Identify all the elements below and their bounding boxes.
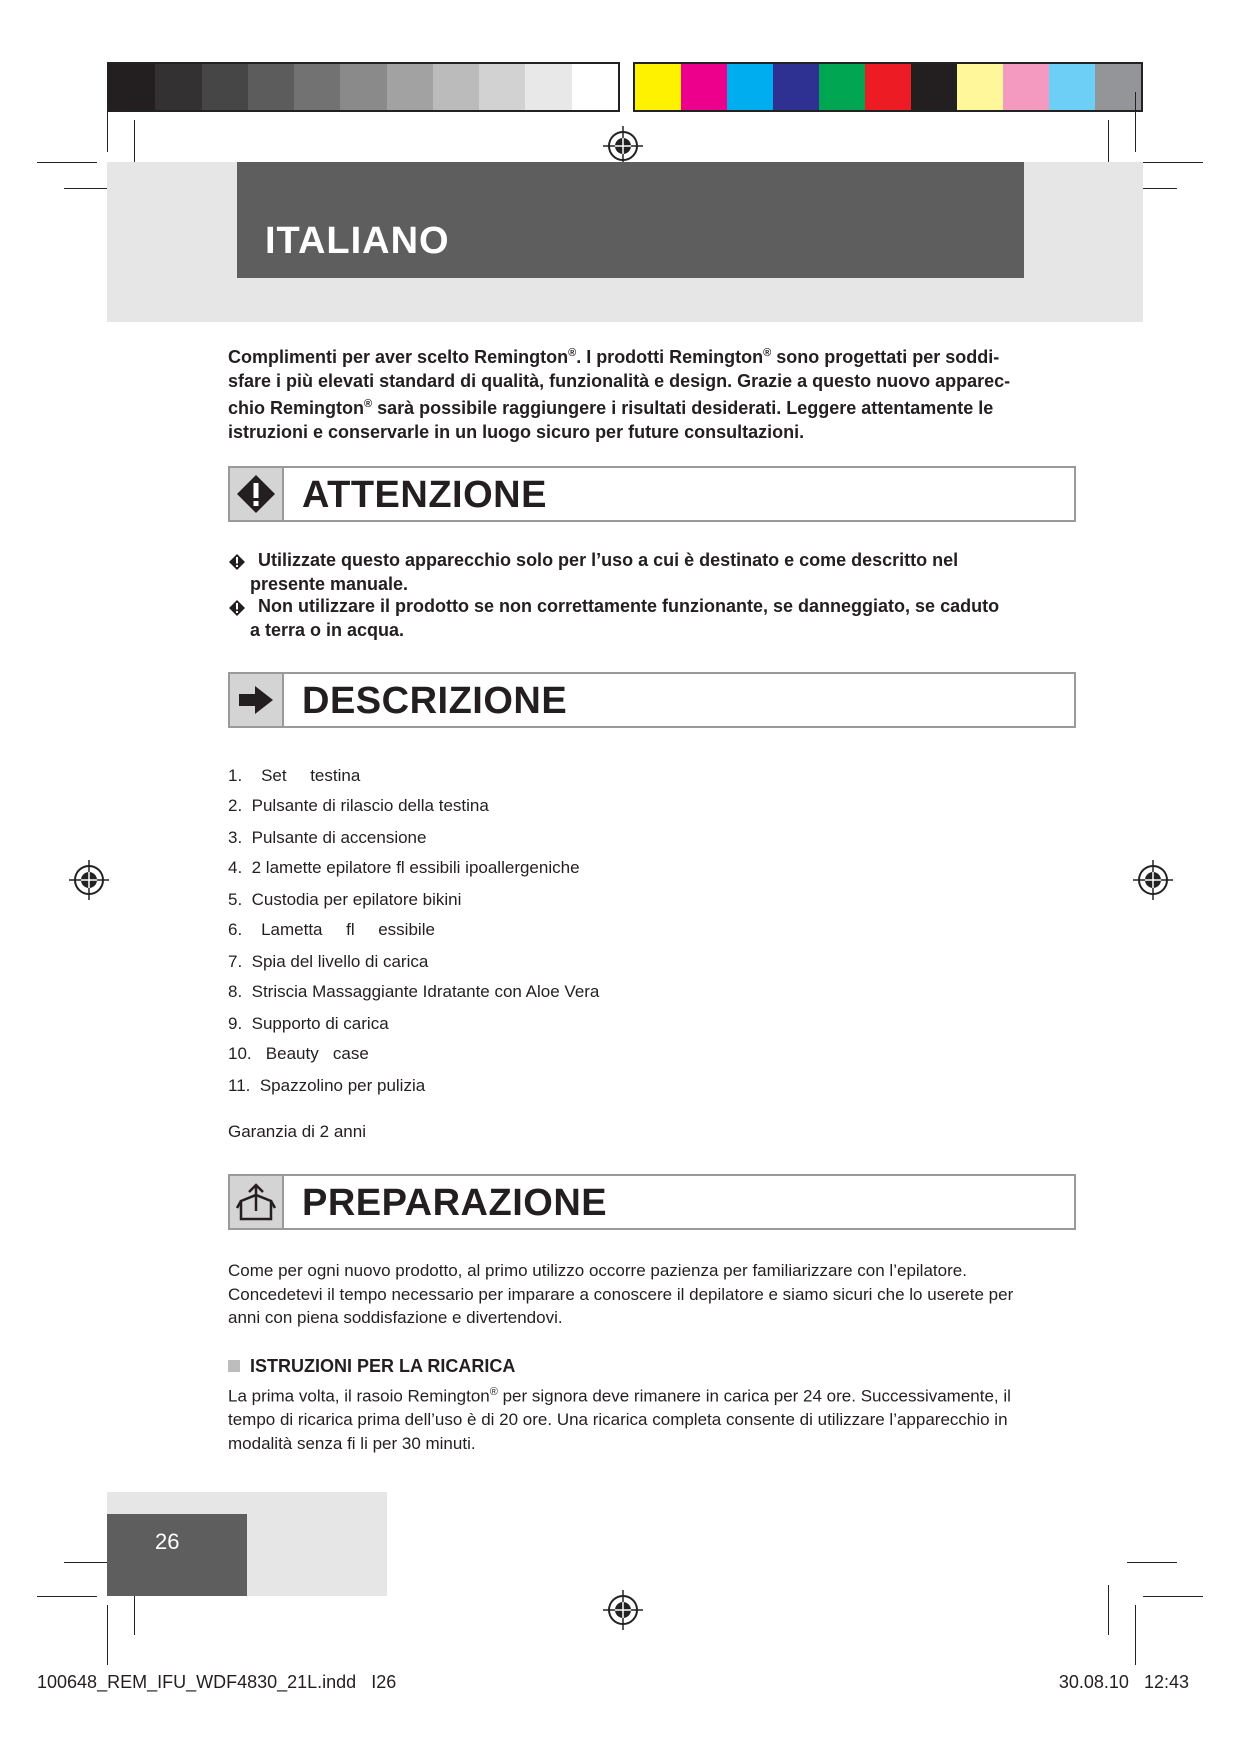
slug-filename: 100648_REM_IFU_WDF4830_21L.indd I26: [37, 1672, 397, 1692]
color-swatch: [202, 64, 248, 110]
registration-mark-icon: [603, 126, 643, 166]
crop-mark: [1108, 1585, 1109, 1635]
color-swatch: [294, 64, 340, 110]
crop-mark: [37, 1596, 97, 1597]
color-swatch: [681, 64, 727, 110]
crop-mark: [1143, 1596, 1203, 1597]
list-item: 9. Supporto di carica: [228, 1014, 389, 1033]
crop-mark: [1143, 162, 1203, 163]
crop-mark: [107, 1605, 108, 1665]
warning-bullet-icon: [228, 599, 246, 617]
color-swatch: [479, 64, 525, 110]
registration-mark-icon: [1133, 860, 1173, 900]
square-bullet-icon: [228, 1360, 240, 1372]
crop-mark: [107, 92, 108, 152]
section-header-preparazione: [228, 1174, 1076, 1230]
registration-mark-icon: [69, 860, 109, 900]
color-swatch: [635, 64, 681, 110]
crop-mark: [1135, 92, 1136, 152]
intro-paragraph: Complimenti per aver scelto Remington®. I prodotti Remington® sono progettati per soddi- sfare i più elevati standard di qualità, funzionalità e design. Grazie a questo nuovo apparec- chio Remington® sarà possibile raggiungere i risultati desiderati. Leggere attentamente le istruzioni e conservarle in un luogo sicuro per future consultazioni.: [228, 347, 1011, 442]
color-swatch: [433, 64, 479, 110]
list-item: 10. Beauty case: [228, 1044, 369, 1063]
warranty-text: Garanzia di 2 anni: [228, 1122, 366, 1141]
color-swatch: [1049, 64, 1095, 110]
color-swatch: [1003, 64, 1049, 110]
arrow-right-icon: [230, 674, 284, 726]
section-header-descrizione: [228, 672, 1076, 728]
list-item: 3. Pulsante di accensione: [228, 828, 427, 847]
warning-diamond-icon: [230, 468, 284, 520]
color-swatch: [248, 64, 294, 110]
section-title: PREPARAZIONE: [302, 1182, 608, 1224]
color-swatch: [819, 64, 865, 110]
section-title: ATTENZIONE: [302, 474, 547, 516]
color-swatch: [911, 64, 957, 110]
preparation-paragraph: Come per ogni nuovo prodotto, al primo utilizzo occorre pazienza per familiarizzare con l’epilatore. Concedetevi il tempo necessario per imparare a conoscere il depilatore e siamo sicuri che lo userete per anni con piena soddisfazione e divertendovi.: [228, 1261, 1014, 1327]
section-header-attenzione: [228, 466, 1076, 522]
color-swatch: [572, 64, 618, 110]
color-swatch: [340, 64, 386, 110]
color-swatch: [727, 64, 773, 110]
color-swatch: [387, 64, 433, 110]
list-item: 6. Lametta fl essibile: [228, 920, 435, 939]
color-swatch: [957, 64, 1003, 110]
page-title: ITALIANO: [265, 220, 450, 262]
charging-paragraph: La prima volta, il rasoio Remington® per signora deve rimanere in carica per 24 ore. Successivamente, il tempo di ricarica prima dell’uso è di 20 ore. Una ricarica completa consente di utilizzare l’apparecchio in modalità senza fi li per 30 minuti.: [228, 1386, 1011, 1453]
list-item: 4. 2 lamette epilatore fl essibili ipoallergeniche: [228, 858, 580, 877]
charging-subheading: ISTRUZIONI PER LA RICARICA: [228, 1356, 515, 1377]
color-swatch: [865, 64, 911, 110]
list-item: 11. Spazzolino per pulizia: [228, 1076, 426, 1095]
list-item: 5. Custodia per epilatore bikini: [228, 890, 462, 909]
page-number-box: [107, 1514, 247, 1596]
process-color-bar: [633, 62, 1143, 112]
list-item: 8. Striscia Massaggiante Idratante con Aloe Vera: [228, 982, 600, 1001]
page-number: 26: [155, 1529, 180, 1554]
crop-mark: [37, 162, 97, 163]
color-swatch: [109, 64, 155, 110]
slug-date: 30.08.10 12:43: [1058, 1672, 1189, 1692]
section-title: DESCRIZIONE: [302, 680, 568, 722]
warning-bullet-icon: [228, 553, 246, 571]
crop-mark: [1135, 1605, 1136, 1665]
registration-mark-icon: [603, 1590, 643, 1630]
list-item: Non utilizzare il prodotto se non correttamente funzionante, se danneggiato, se caduto a terra o in acqua.: [228, 595, 1068, 642]
list-item: 1. Set testina: [228, 766, 361, 785]
list-item: Utilizzate questo apparecchio solo per l’uso a cui è destinato e come descritto nel presente manuale.: [228, 549, 1068, 596]
color-swatch: [155, 64, 201, 110]
color-swatch: [525, 64, 571, 110]
list-item: 7. Spia del livello di carica: [228, 952, 429, 971]
list-item: 2. Pulsante di rilascio della testina: [228, 796, 489, 815]
color-swatch: [773, 64, 819, 110]
box-unpack-icon: [230, 1176, 284, 1228]
grayscale-color-bar: [107, 62, 620, 112]
crop-mark: [1127, 1562, 1177, 1563]
